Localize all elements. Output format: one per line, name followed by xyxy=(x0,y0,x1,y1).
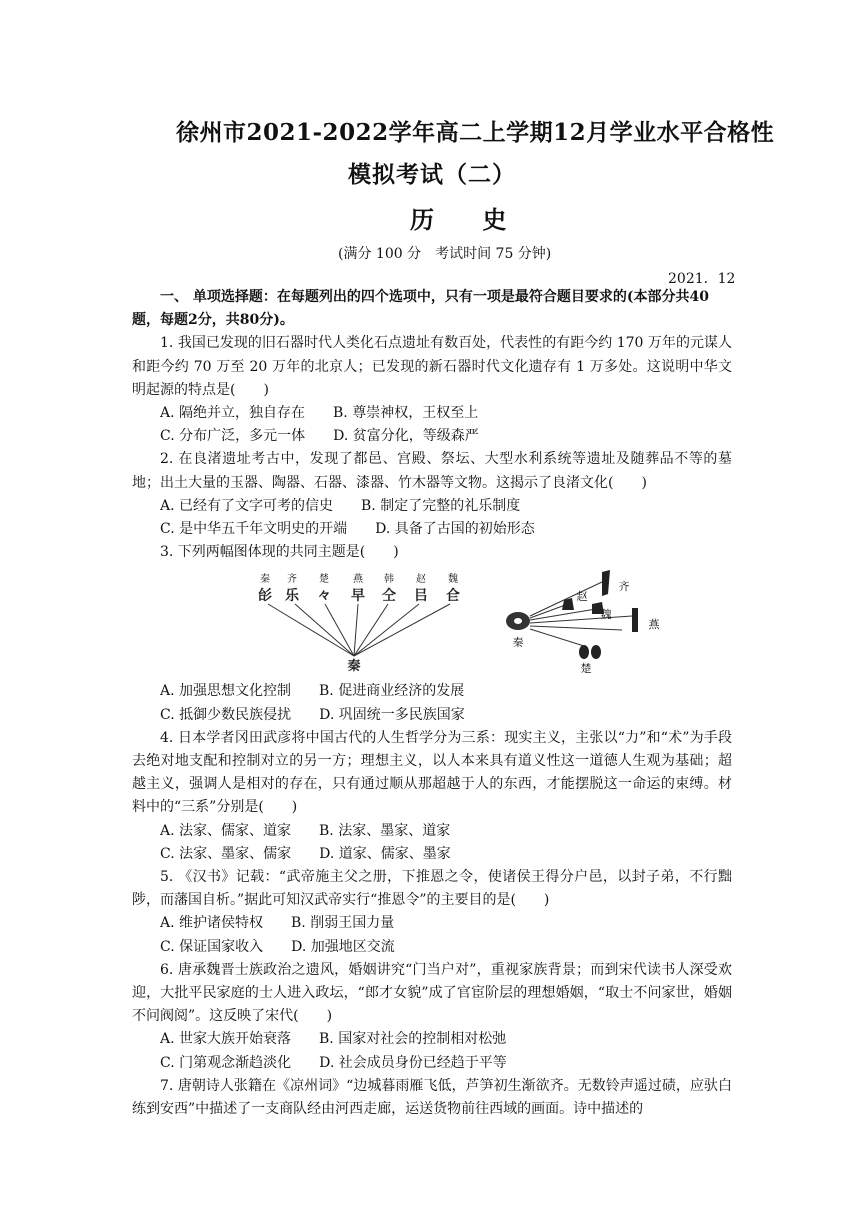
section-heading: 一、 单项选择题：在每题列出的四个选项中，只有一项是最符合题目要求的(本部分共40题，每题2分，共80分)。 xyxy=(132,289,709,329)
seal-script-glyph: 乐 xyxy=(285,588,299,605)
question-7 xyxy=(132,1075,732,1121)
seal-script-glyph: 仝 xyxy=(382,588,396,605)
map-label: 魏 xyxy=(600,608,612,622)
question-stem: 5. 《汉书》记载：“武帝施主父之册，下推恩之令，使诸侯王得分户邑，以封子弟，不行黜陟，而藩国自析。”据此可知汉武帝实行“推恩令”的主要目的是( ) xyxy=(132,869,732,909)
options-row: A. 维护诸侯特权 B. 削弱王国力量 xyxy=(160,915,395,932)
page-title-line2: 模拟考试（二） xyxy=(348,161,516,188)
question-stem: 3. 下列两幅图体现的共同主题是( ) xyxy=(160,544,399,561)
options-row: A. 法家、儒家、道家 B. 法家、墨家、道家 xyxy=(160,822,451,839)
question-1 xyxy=(132,332,732,448)
options-row: C. 抵御少数民族侵扰 D. 巩固统一多民族国家 xyxy=(160,706,465,723)
map-label: 燕 xyxy=(648,618,660,632)
options-row: C. 保证国家收入 D. 加强地区交流 xyxy=(160,938,395,955)
question-3-figures xyxy=(132,566,732,678)
options-row: A. 世家大族开始衰落 B. 国家对社会的控制相对松弛 xyxy=(160,1031,507,1048)
question-stem: 4. 日本学者冈田武彦将中国古代的人生哲学分为三系：现实主义，主张以“力”和“术”为手段去绝对地支配和控制对立的另一方；理想主义，以人本来具有道义性这一道德人生观为基础；超越主义，强调人是相对的存在，只有通过顺从那超越于人的东西，才能摆脱这一命运的束缚。材料中的“三系”分别是( ) xyxy=(132,729,732,816)
options-row: C. 门第观念渐趋淡化 D. 社会成员身份已经趋于平等 xyxy=(160,1054,507,1071)
state-label: 齐 xyxy=(287,574,297,586)
state-label: 燕 xyxy=(353,574,363,586)
seal-script-glyph: 𠚤 xyxy=(317,588,331,605)
options-row: C. 法家、墨家、儒家 D. 道家、儒家、墨家 xyxy=(160,845,451,862)
exam-date: 2021．12 xyxy=(668,271,736,287)
seal-script-glyph: 㣍 xyxy=(258,588,272,605)
figure-left-unification-diagram xyxy=(132,566,732,678)
page-title-line1: 徐州市2021-2022学年高二上学期12月学业水平合格性 xyxy=(176,119,775,146)
question-2 xyxy=(132,448,732,541)
options-row: A. 加强思想文化控制 B. 促进商业经济的发展 xyxy=(160,683,465,700)
options-row: C. 分布广泛，多元一体 D. 贫富分化，等级森严 xyxy=(160,428,479,445)
map-label: 齐 xyxy=(618,580,630,594)
figure-right-unification-map xyxy=(506,570,661,675)
map-label: 秦 xyxy=(512,636,524,650)
converging-lines xyxy=(268,604,450,656)
state-label: 韩 xyxy=(384,574,394,586)
score-info: (满分 100 分 考试时间 75 分钟) xyxy=(338,246,552,262)
map-label: 赵 xyxy=(576,590,588,604)
state-label: 楚 xyxy=(319,574,329,586)
question-6 xyxy=(132,959,732,1075)
state-label: 秦 xyxy=(260,574,270,586)
options-row: C. 是中华五千年文明史的开端 D. 具备了古国的初始形态 xyxy=(160,521,535,538)
question-stem: 7. 唐朝诗人张籍在《凉州词》“边城暮雨雁飞低，芦笋初生渐欲齐。无数铃声遥过碛，应驮白练到安西”中描述了一支商队经由河西走廊，运送货物前往西域的画面。诗中描述的 xyxy=(132,1077,732,1118)
map-label: 楚 xyxy=(580,662,592,676)
question-stem: 1. 我国已发现的旧石器时代人类化石点遗址有数百处，代表性的有距今约 170 万年的元谋人和距今约 70 万至 20 万年的北京人；已发现的新石器时代文化遗存有 1 万多处。这说明中华文明起源的特点是( ) xyxy=(132,335,732,398)
state-label: 魏 xyxy=(448,574,458,586)
subject-title: 历 史 xyxy=(410,205,527,234)
seal-script-glyph: 仺 xyxy=(446,588,460,605)
unified-glyph: 秦 xyxy=(347,659,361,675)
question-3 xyxy=(132,541,732,727)
question-4 xyxy=(132,727,732,866)
question-stem: 2. 在良渚遗址考古中，发现了都邑、宫殿、祭坛、大型水利系统等遗址及随葬品不等的墓地；出土大量的玉器、陶器、石器、漆器、竹木器等文物。这揭示了良渚文化( ) xyxy=(132,451,732,491)
question-5 xyxy=(132,866,732,959)
seal-script-glyph: 早 xyxy=(351,588,365,605)
options-row: A. 已经有了文字可考的信史 B. 制定了完整的礼乐制度 xyxy=(160,497,521,514)
options-row: A. 隔绝并立，独自存在 B. 尊崇神权，王权至上 xyxy=(160,405,479,422)
question-stem: 6. 唐承魏晋士族政治之遗风，婚姻讲究“门当户对”，重视家族背景；而到宋代读书人深受欢迎，大批平民家庭的士人进入政坛，“郎才女貌”成了官宦阶层的理想婚姻，“取士不问家世，婚姻不问阀阅”。这反映了宋代( ) xyxy=(132,961,732,1025)
exam-body xyxy=(132,286,732,1121)
seal-script-glyph: 㠯 xyxy=(414,588,428,605)
state-label: 赵 xyxy=(416,574,426,586)
